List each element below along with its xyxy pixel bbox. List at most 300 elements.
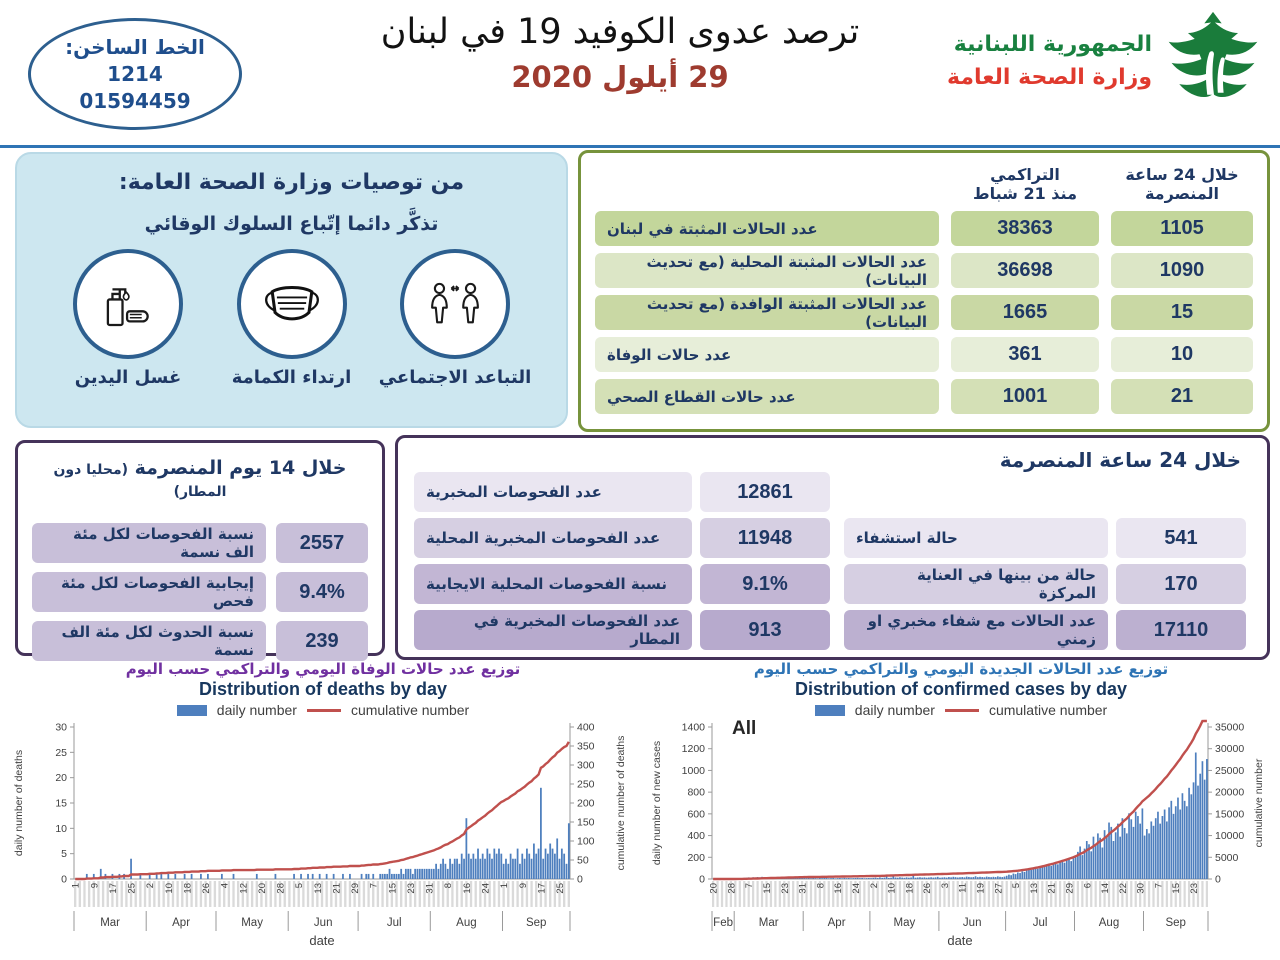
- x-tick-label: 5: [294, 883, 306, 889]
- daily-bar: [1050, 866, 1052, 879]
- stat-label: عدد الفحوصات المخبرية في المطار: [414, 610, 692, 650]
- daily-bar: [910, 877, 912, 879]
- daily-bar: [547, 854, 549, 879]
- daily-bar: [421, 869, 423, 879]
- daily-bar: [1197, 786, 1199, 879]
- stat-value: 11948: [700, 518, 830, 558]
- x-axis-title: date: [309, 933, 335, 948]
- daily-bar: [1073, 858, 1075, 879]
- stat-row: [414, 518, 830, 558]
- daily-bar: [540, 788, 542, 879]
- daily-bar: [431, 869, 433, 879]
- stat-value: 170: [1116, 564, 1246, 604]
- axis-stripe: [493, 881, 495, 907]
- daily-bar: [482, 854, 484, 879]
- daily-bar: [1153, 826, 1155, 879]
- daily-bar: [1046, 865, 1048, 879]
- daily-bar: [1061, 861, 1063, 879]
- axis-stripe: [530, 881, 532, 907]
- x-tick-label: 27: [993, 883, 1005, 894]
- axis-stripe: [1184, 881, 1186, 907]
- y-tick-right: 350: [577, 740, 595, 753]
- daily-bar: [470, 859, 472, 879]
- daily-bar: [932, 878, 934, 879]
- axis-stripe: [1206, 881, 1208, 907]
- axis-stripe: [917, 881, 919, 907]
- daily-bar: [1144, 836, 1146, 879]
- daily-bar: [319, 874, 321, 879]
- daily-bar: [881, 878, 883, 879]
- cases-rows: [844, 518, 1246, 650]
- x-tick-label: 7: [744, 883, 756, 889]
- daily-bar: [826, 878, 828, 879]
- daily-bar: [1199, 774, 1201, 879]
- cases-chart-legend: [646, 701, 1276, 719]
- x-tick-label: 12: [238, 883, 250, 894]
- daily-bar: [1117, 824, 1119, 879]
- daily-bar: [855, 878, 857, 879]
- daily-bar: [1108, 823, 1110, 879]
- y-tick-right: 400: [577, 721, 595, 734]
- daily-bar: [952, 877, 954, 879]
- daily-bar: [1055, 862, 1057, 879]
- x-axis-title: date: [947, 933, 973, 948]
- daily-bar: [1135, 812, 1137, 879]
- daily-bar: [1075, 857, 1077, 879]
- y-tick-right: 30000: [1215, 743, 1245, 756]
- y-tick-right: 300: [577, 759, 595, 772]
- daily-bar: [944, 877, 946, 879]
- daily-bar: [990, 877, 992, 879]
- stat-row: [32, 621, 368, 661]
- deaths-chart-legend: [8, 701, 638, 719]
- daily-bar: [412, 874, 414, 879]
- x-tick-label: 14: [1100, 883, 1112, 894]
- y-tick-left: 600: [687, 808, 705, 821]
- axis-stripe: [176, 881, 178, 907]
- summary-24h-value: 1090: [1111, 253, 1253, 288]
- daily-bar: [410, 869, 412, 879]
- y-tick-left: 400: [687, 830, 705, 843]
- daily-bar: [946, 878, 948, 879]
- axis-stripe: [863, 881, 865, 907]
- daily-bar: [1177, 798, 1179, 879]
- recommendations-title: من توصيات وزارة الصحة العامة:: [118, 170, 465, 195]
- daily-bar: [275, 874, 277, 879]
- month-label: Mar: [100, 917, 121, 929]
- daily-bar: [160, 874, 162, 879]
- daily-bar: [1162, 816, 1164, 879]
- daily-bar: [449, 859, 451, 879]
- x-tick-label: 28: [726, 883, 738, 894]
- y-tick-left: 800: [687, 786, 705, 799]
- x-tick-label: 8: [443, 883, 455, 889]
- y-tick-left: 15: [55, 797, 67, 810]
- y-tick-right: 10000: [1215, 830, 1245, 843]
- daily-bar: [531, 859, 533, 879]
- daily-bar: [414, 869, 416, 879]
- y-tick-left: 25: [55, 746, 67, 759]
- tests-rows: [414, 472, 830, 650]
- daily-bar: [524, 859, 526, 879]
- y-tick-left: 10: [55, 822, 67, 835]
- daily-bar: [1142, 808, 1144, 879]
- stat-row: [844, 518, 1246, 558]
- axis-stripe: [792, 881, 794, 907]
- stat-value: 541: [1116, 518, 1246, 558]
- stats-14day-rows: [32, 523, 368, 661]
- axis-stripe: [214, 881, 216, 907]
- daily-bar: [1130, 819, 1132, 879]
- daily-bar: [447, 869, 449, 879]
- daily-bar: [1173, 814, 1175, 879]
- daily-bar: [895, 877, 897, 879]
- summary-row-label: عدد الحالات المثبتة الوافدة (مع تحديث البيانات): [595, 295, 939, 330]
- stat-label: إيجابية الفحوصات لكل مئة فحص: [32, 572, 266, 612]
- legend-line-swatch: [307, 709, 341, 712]
- y-tick-right: 150: [577, 816, 595, 829]
- daily-bar: [174, 874, 176, 879]
- daily-bar: [459, 864, 461, 879]
- daily-bar: [864, 878, 866, 879]
- daily-bar: [566, 864, 568, 879]
- x-tick-label: 7: [368, 883, 380, 889]
- summary-24h-value: 1105: [1111, 211, 1253, 246]
- logo-line-ministry: وزارة الصحة العامة: [947, 65, 1152, 90]
- axis-stripe: [1077, 881, 1079, 907]
- daily-bar: [1093, 837, 1095, 879]
- daily-bar: [835, 878, 837, 879]
- summary-24h-value: 10: [1111, 337, 1253, 372]
- daily-bar: [454, 859, 456, 879]
- legend-bar-swatch: [177, 705, 207, 716]
- y-tick-left: 1000: [681, 764, 705, 777]
- legend-bar-swatch: [815, 705, 845, 716]
- deaths-chart: [8, 660, 638, 958]
- daily-bar: [1113, 841, 1115, 879]
- daily-bar: [868, 878, 870, 879]
- axis-stripe: [810, 881, 812, 907]
- daily-bar: [899, 877, 901, 879]
- month-label: Apr: [172, 917, 191, 929]
- stat-row: [414, 564, 830, 604]
- summary-24h-value: 21: [1111, 379, 1253, 414]
- axis-stripe: [845, 881, 847, 907]
- x-tick-label: 21: [1046, 883, 1058, 894]
- y-tick-left: 0: [699, 873, 705, 886]
- summary-row: [595, 211, 1253, 246]
- daily-bar: [1057, 864, 1059, 879]
- y-tick-right: 25000: [1215, 764, 1245, 777]
- x-tick-label: 30: [1135, 883, 1147, 894]
- daily-bar: [361, 874, 363, 879]
- y-tick-left: 200: [687, 851, 705, 864]
- deaths-chart-title-en: Distribution of deaths by day: [198, 679, 448, 699]
- daily-bar: [1204, 780, 1206, 879]
- daily-bar: [503, 864, 505, 879]
- x-tick-label: 1: [70, 883, 82, 889]
- cedar-icon: [1160, 8, 1266, 114]
- daily-bar: [1170, 801, 1172, 879]
- axis-stripe: [1041, 881, 1043, 907]
- axis-stripe: [1130, 881, 1132, 907]
- daily-bar: [535, 854, 537, 879]
- daily-bar: [1128, 813, 1130, 879]
- daily-bar: [468, 854, 470, 879]
- stat-label: عدد الفحوصات المخبرية المحلية: [414, 518, 692, 558]
- daily-bar: [461, 854, 463, 879]
- daily-bar: [365, 874, 367, 879]
- daily-bar: [997, 876, 999, 879]
- axis-stripe: [1059, 881, 1061, 907]
- month-label: May: [241, 917, 263, 929]
- daily-bar: [221, 874, 223, 879]
- daily-bar: [1126, 833, 1128, 879]
- daily-bar: [1095, 845, 1097, 879]
- y-tick-left: 5: [61, 848, 67, 861]
- daily-bar: [463, 859, 465, 879]
- month-label: Apr: [827, 917, 846, 929]
- daily-bar: [1059, 862, 1061, 879]
- daily-bar: [861, 878, 863, 879]
- cases-chart-plot: [646, 719, 1276, 951]
- daily-bar: [519, 864, 521, 879]
- daily-bar: [1157, 812, 1159, 879]
- recommendation-mask: [217, 249, 367, 388]
- daily-bar: [957, 877, 959, 879]
- daily-bar: [510, 854, 512, 879]
- axis-stripe: [158, 881, 160, 907]
- axis-stripe: [400, 881, 402, 907]
- daily-bar: [517, 849, 519, 879]
- axis-stripe: [307, 881, 309, 907]
- axis-stripe: [121, 881, 123, 907]
- x-tick-label: 25: [126, 883, 138, 894]
- axis-stripe: [195, 881, 197, 907]
- axis-stripe: [419, 881, 421, 907]
- summary-table: [578, 150, 1270, 432]
- daily-bar: [1102, 848, 1104, 879]
- daily-bar: [1124, 828, 1126, 879]
- x-tick-label: 18: [182, 883, 194, 894]
- daily-bar: [819, 878, 821, 879]
- daily-bar: [456, 859, 458, 879]
- x-tick-label: 17: [536, 883, 548, 894]
- daily-bar: [542, 859, 544, 879]
- daily-bar: [964, 877, 966, 879]
- y-axis-title-right: cumulative number of deaths: [615, 735, 627, 871]
- daily-bar: [866, 878, 868, 879]
- daily-bar: [191, 874, 193, 879]
- daily-bar: [810, 878, 812, 879]
- hand-wash-icon: [73, 249, 183, 359]
- stat-label: حالة استشفاء: [844, 518, 1108, 558]
- daily-bar: [872, 878, 874, 879]
- daily-bar: [841, 878, 843, 879]
- month-label: Jul: [386, 917, 402, 929]
- x-tick-label: 13: [312, 883, 324, 894]
- daily-bar: [901, 878, 903, 879]
- summary-row: [595, 253, 1253, 288]
- stat-label: نسبة الحدوث لكل مئة الف نسمة: [32, 621, 266, 661]
- daily-bar: [828, 878, 830, 879]
- summary-cumulative-value: 36698: [951, 253, 1099, 288]
- x-tick-label: 11: [957, 883, 969, 893]
- y-tick-right: 15000: [1215, 808, 1245, 821]
- daily-bar: [472, 854, 474, 879]
- axis-stripe: [363, 881, 365, 907]
- daily-bar: [1188, 788, 1190, 879]
- stat-label: نسبة الفحوصات المحلية الايجابية: [414, 564, 692, 604]
- daily-bar: [561, 849, 563, 879]
- stat-value: 913: [700, 610, 830, 650]
- x-tick-label: 17: [107, 883, 119, 894]
- axis-stripe: [1095, 881, 1097, 907]
- y-tick-right: 250: [577, 778, 595, 791]
- face-mask-icon: [237, 249, 347, 359]
- x-tick-label: 23: [779, 883, 791, 894]
- cases-chart-title-en: Distribution of confirmed cases by day: [794, 679, 1128, 699]
- daily-bar: [545, 849, 547, 879]
- daily-bar: [526, 849, 528, 879]
- stat-row: [844, 564, 1246, 604]
- daily-bar: [426, 869, 428, 879]
- summary-cumulative-value: 1001: [951, 379, 1099, 414]
- daily-bar: [973, 877, 975, 879]
- daily-bar: [948, 877, 950, 879]
- daily-bar: [300, 874, 302, 879]
- stat-label: حالة من بينها في العناية المركزة: [844, 564, 1108, 604]
- daily-bar: [995, 877, 997, 879]
- daily-bar: [1202, 761, 1204, 879]
- daily-bar: [424, 869, 426, 879]
- daily-bar: [384, 874, 386, 879]
- x-tick-label: 24: [480, 883, 492, 894]
- deaths-chart-title-ar: توزيع عدد حالات الوفاة اليومي والتراكمي حسب اليوم: [125, 660, 521, 678]
- daily-bar: [1168, 807, 1170, 879]
- summary-row: [595, 379, 1253, 414]
- tests-group: [414, 472, 830, 650]
- daily-bar: [1184, 801, 1186, 879]
- daily-bar: [1037, 869, 1039, 879]
- axis-stripe: [774, 881, 776, 907]
- cases-chart: [646, 660, 1276, 958]
- daily-bar: [870, 878, 872, 879]
- daily-bar: [1150, 821, 1152, 879]
- axis-stripe: [83, 881, 85, 907]
- axis-stripe: [232, 881, 234, 907]
- daily-bar: [1081, 855, 1083, 879]
- daily-bar: [897, 878, 899, 879]
- daily-bar: [1004, 877, 1006, 879]
- daily-bar: [403, 874, 405, 879]
- summary-row: [595, 295, 1253, 330]
- daily-bar: [821, 878, 823, 879]
- daily-bar: [549, 844, 551, 879]
- stat-row: [32, 523, 368, 563]
- daily-bar: [391, 874, 393, 879]
- report-date: 29 أيلول 2020: [511, 60, 729, 94]
- daily-bar: [906, 877, 908, 879]
- axis-stripe: [881, 881, 883, 907]
- daily-bar: [921, 878, 923, 879]
- daily-bar: [959, 877, 961, 879]
- daily-bar: [554, 854, 556, 879]
- daily-bar: [937, 877, 939, 879]
- daily-bar: [379, 874, 381, 879]
- daily-bar: [167, 874, 169, 879]
- daily-bar: [924, 877, 926, 879]
- daily-bar: [1099, 838, 1101, 879]
- daily-bar: [823, 878, 825, 879]
- month-label: Aug: [456, 917, 477, 929]
- legend-daily-label: daily number: [216, 702, 297, 718]
- stat-row: [844, 610, 1246, 650]
- stat-value: 17110: [1116, 610, 1246, 650]
- x-tick-label: 22: [1117, 883, 1129, 894]
- daily-bar: [1019, 873, 1021, 879]
- daily-bar: [837, 878, 839, 879]
- moph-logo-text: [947, 28, 1152, 94]
- stat-label: عدد الفحوصات المخبرية: [414, 472, 692, 512]
- daily-bar: [433, 869, 435, 879]
- daily-bar: [977, 877, 979, 879]
- summary-table-header: [595, 165, 1253, 203]
- x-tick-label: 20: [257, 883, 268, 894]
- daily-bar: [941, 877, 943, 879]
- daily-bar: [1066, 860, 1068, 879]
- summary-row: [595, 337, 1253, 372]
- daily-bar: [884, 878, 886, 879]
- daily-bar: [930, 877, 932, 879]
- daily-bar: [256, 874, 258, 879]
- stat-row: [414, 610, 830, 650]
- daily-bar: [1006, 876, 1008, 879]
- daily-bar: [1133, 827, 1135, 879]
- daily-bar: [966, 877, 968, 879]
- distancing-label: التباعد الاجتماعي: [378, 367, 532, 388]
- x-tick-label: 24: [851, 883, 862, 894]
- daily-bar: [815, 878, 817, 879]
- axis-stripe: [325, 881, 327, 907]
- x-tick-label: 2: [868, 883, 880, 889]
- daily-bar: [1164, 810, 1166, 879]
- axis-stripe: [549, 881, 551, 907]
- axis-stripe: [381, 881, 383, 907]
- x-tick-label: 29: [1064, 883, 1076, 894]
- daily-bar: [1182, 793, 1184, 879]
- recommendations-panel: [15, 152, 568, 428]
- x-tick-label: 16: [461, 883, 473, 894]
- month-label: Feb: [713, 917, 734, 929]
- daily-bar: [386, 874, 388, 879]
- x-tick-label: 25: [555, 883, 566, 894]
- x-tick-label: 9: [517, 883, 529, 889]
- daily-bar: [1030, 870, 1032, 879]
- x-tick-label: 13: [1028, 883, 1040, 894]
- daily-bar: [919, 877, 921, 879]
- hotline-number-short: 1214: [107, 61, 163, 86]
- daily-bar: [1010, 875, 1012, 879]
- daily-bar: [859, 878, 861, 879]
- daily-bar: [879, 877, 881, 879]
- daily-bar: [293, 874, 295, 879]
- summary-row-label: عدد الحالات المثبتة المحلية (مع تحديث البيانات): [595, 253, 939, 288]
- daily-bar: [877, 878, 879, 879]
- daily-bar: [1155, 818, 1157, 879]
- header: [0, 0, 1280, 148]
- daily-bar: [528, 854, 530, 879]
